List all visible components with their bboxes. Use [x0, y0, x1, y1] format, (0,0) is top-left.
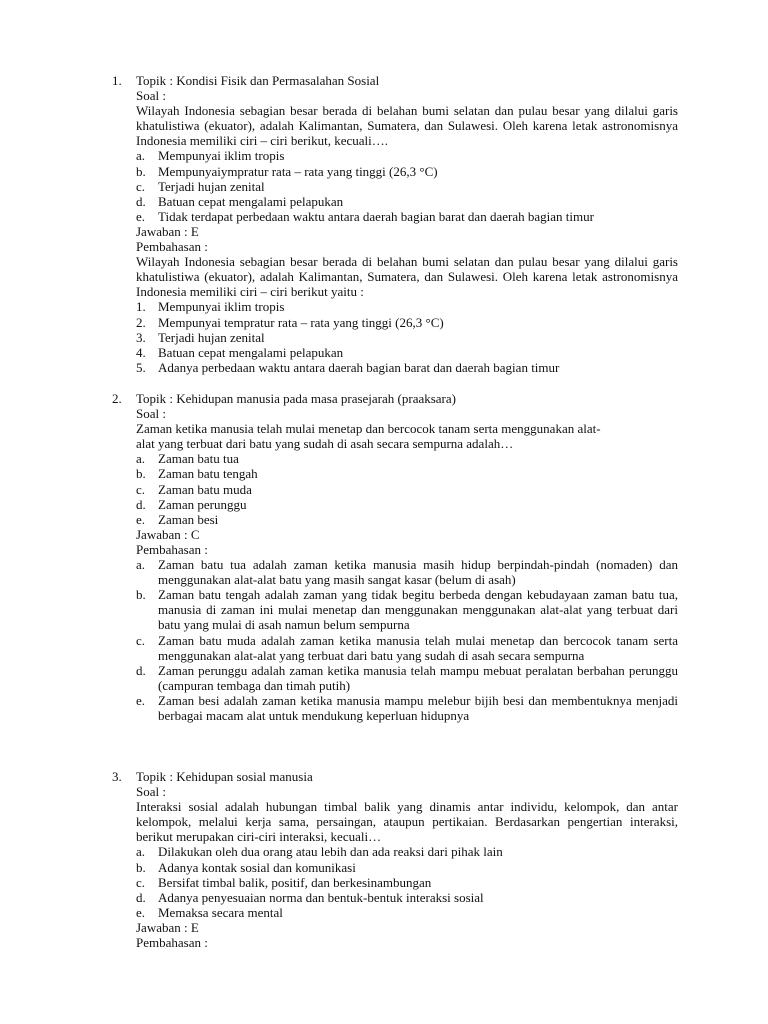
discussion-item: d. Zaman perunggu adalah zaman ketika manusia telah mampu mebuat peralatan berbahan perunggu (campuran tembaga dan timah putih)	[136, 662, 678, 693]
answer: Jawaban : E	[136, 919, 199, 935]
option: c. Zaman batu muda	[136, 481, 252, 497]
question-text-line: Zaman ketika manusia telah mulai menetap dan bercocok tanam serta menggunakan alat-	[136, 421, 601, 437]
discussion-label: Pembahasan :	[136, 935, 208, 951]
question-number: 2.	[112, 391, 122, 406]
option: b. Zaman batu tengah	[136, 466, 258, 482]
option: e. Memaksa secara mental	[136, 904, 283, 920]
option: e. Zaman besi	[136, 511, 219, 527]
topic: Topik : Kondisi Fisik dan Permasalahan Sosial	[136, 73, 380, 88]
topic: Topik : Kehidupan manusia pada masa prasejarah (praaksara)	[136, 391, 456, 406]
option: a. Dilakukan oleh dua orang atau lebih dan ada reaksi dari pihak lain	[136, 844, 503, 860]
option: d. Zaman perunggu	[136, 496, 247, 512]
option: c. Terjadi hujan zenital	[136, 178, 265, 194]
discussion-item: 2. Mempunyai tempratur rata – rata yang tinggi (26,3 °C)	[136, 314, 444, 330]
soal-label: Soal :	[136, 88, 166, 104]
answer: Jawaban : C	[136, 526, 200, 542]
discussion-item: c. Zaman batu muda adalah zaman ketika manusia telah mulai menetap dan bercocok tanam serta menggunakan alat-alat yang terbuat dari batu yang sudah di asah secara sempurna	[136, 632, 678, 663]
soal-label: Soal :	[136, 406, 166, 422]
option: b. Mempunyaiympratur rata – rata yang tinggi (26,3 °C)	[136, 163, 438, 179]
discussion-intro: Wilayah Indonesia sebagian besar berada di belahan bumi selatan dan pulau besar yang dilalui garis khatulistiwa (ekuator), adalah Kalimantan, Sumatera, dan Sulawesi. Oleh karena letak astronomisnya Indonesia memiliki ciri – ciri berikut yaitu :	[136, 254, 678, 300]
question-number: 1.	[112, 73, 122, 88]
question-text-line: alat yang terbuat dari batu yang sudah di asah secara sempurna adalah…	[136, 436, 514, 452]
option: c. Bersifat timbal balik, positif, dan berkesinambungan	[136, 874, 432, 890]
answer: Jawaban : E	[136, 223, 199, 239]
soal-label: Soal :	[136, 784, 166, 800]
discussion-label: Pembahasan :	[136, 239, 208, 255]
option: d. Adanya penyesuaian norma dan bentuk-bentuk interaksi sosial	[136, 889, 484, 905]
option: d. Batuan cepat mengalami pelapukan	[136, 193, 344, 209]
question-2	[112, 391, 678, 723]
discussion-item: b. Zaman batu tengah adalah zaman yang tidak begitu berbeda dengan kebudayaan zaman batu tua, manusia di zaman ini mulai menetap dan menggunakan menggunakan alat-alat yang terbuat dari batu yang mulai di asah namun belum sempurna	[136, 587, 678, 633]
option: a. Mempunyai iklim tropis	[136, 148, 285, 164]
discussion-item: a. Zaman batu tua adalah zaman ketika manusia masih hidup berpindah-pindah (nomaden) dan menggunakan alat-alat batu yang masih sangat kasar (belum di asah)	[136, 557, 678, 588]
question-text: Interaksi sosial adalah hubungan timbal balik yang dinamis antar individu, kelompok, dan antar kelompok, melalui kerja sama, persaingan, ataupun pertikaian. Berdasarkan pengertian interaksi, berikut merupakan ciri-ciri interaksi, kecuali…	[136, 799, 678, 845]
option: a. Zaman batu tua	[136, 451, 239, 467]
discussion-item: 1. Mempunyai iklim tropis	[136, 299, 285, 315]
option: e. Tidak terdapat perbedaan waktu antara daerah bagian barat dan daerah bagian timur	[136, 208, 594, 224]
question-text: Wilayah Indonesia sebagian besar berada di belahan bumi selatan dan pulau besar yang dilalui garis khatulistiwa (ekuator), adalah Kalimantan, Sumatera, dan Sulawesi. Oleh karena letak astronomisnya Indonesia memiliki ciri – ciri berikut, kecuali….	[136, 103, 678, 149]
question-3	[112, 769, 678, 950]
topic: Topik : Kehidupan sosial manusia	[136, 769, 313, 784]
discussion-label: Pembahasan :	[136, 541, 208, 557]
question-1	[112, 73, 678, 375]
discussion-item: 5. Adanya perbedaan waktu antara daerah bagian barat dan daerah bagian timur	[136, 359, 560, 375]
discussion-item: e. Zaman besi adalah zaman ketika manusia mampu melebur bijih besi dan membentuknya menjadi berbagai macam alat untuk mendukung keperluan hidupnya	[136, 692, 678, 723]
option: b. Adanya kontak sosial dan komunikasi	[136, 859, 356, 875]
discussion-item: 3. Terjadi hujan zenital	[136, 329, 265, 345]
question-number: 3.	[112, 769, 122, 784]
discussion-item: 4. Batuan cepat mengalami pelapukan	[136, 344, 344, 360]
